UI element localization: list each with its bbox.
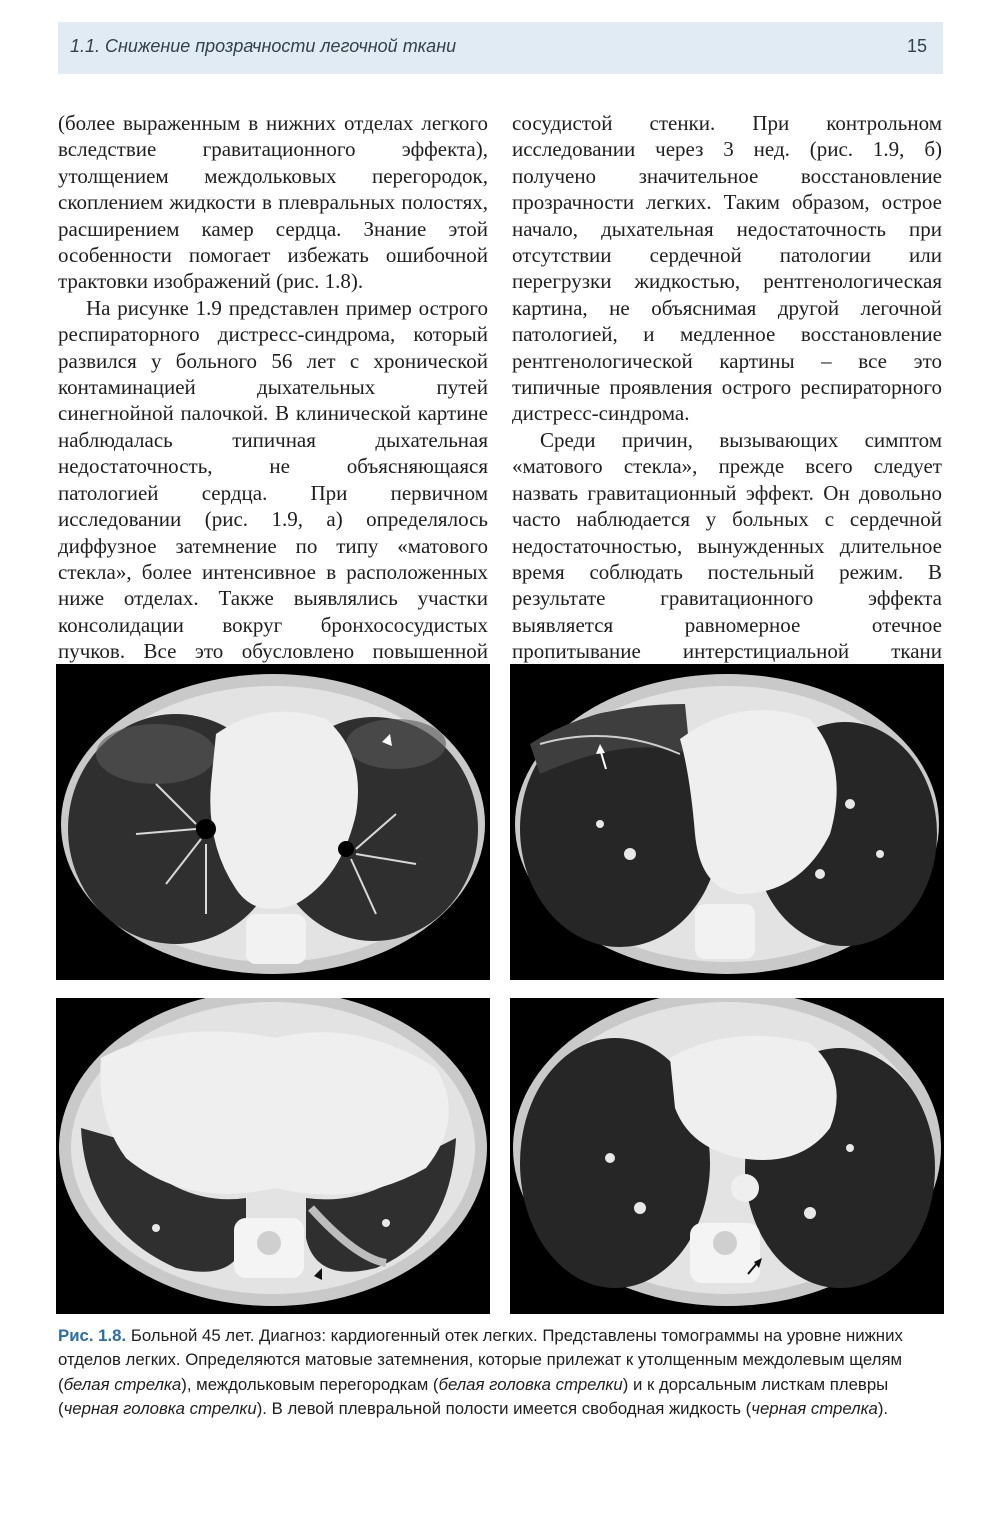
caption-italic: черная головка стрелки [63, 1399, 257, 1419]
page-number: 15 [906, 36, 927, 56]
ct-scan-bottom-right [510, 998, 944, 1314]
caption-text: ), междольковым перегородкам ( [181, 1374, 439, 1394]
text-column-left [58, 110, 488, 691]
ct-scan-bottom-left [56, 998, 490, 1314]
running-header [58, 22, 943, 74]
ct-image [510, 998, 944, 1314]
paragraph: Среди причин, вызывающих симптом «матового стекла», прежде всего следует назвать гравитационный эффект. Он довольно часто наблюдается у больных с сердечной недостаточностью, вынужденных длительное время соблюдать постельный режим. В результате гравитационного эффекта выявляется равномерное отечное пропитывание интерстициальной ткани [512, 427, 942, 664]
caption-text: Больной 45 лет. Диагноз: кардиогенный отек легких. Представлены томограммы на уровне нижних отделов легких. Определяются матовые затемнения, которые прилежат к утолщенным междолевым щелям ( [58, 1326, 903, 1394]
figure-1-8 [56, 664, 944, 1314]
running-title: 1.1. Снижение прозрачности легочной ткани [70, 36, 457, 56]
caption-text: ) и к дорсальным листкам плевры ( [58, 1374, 889, 1419]
caption-italic: белая стрелка [63, 1374, 182, 1394]
ct-scan-top-right [510, 664, 944, 980]
caption-italic: белая головка стрелки [438, 1374, 623, 1394]
figure-label: Рис. 1.8. [58, 1326, 127, 1345]
caption-text: ). [877, 1399, 889, 1419]
ct-image [510, 664, 944, 980]
paragraph: На рисунке 1.9 представлен пример острого респираторного дистресс-синдрома, который развился у больного 56 лет с хронической контаминацией дыхательных путей синегнойной палочкой. В клинической картине наблюдалась типичная дыхательная недостаточность, не объясняющаяся патологией сердца. При первичном исследовании (рис. 1.9, а) определялось диффузное затемнение по типу «матового стекла», более интенсивное в расположенных ниже отделах. Также выявлялись участки консолидации вокруг бронхососудистых пучков. Все это обусловлено повышенной [58, 295, 488, 664]
caption-italic: черная стрелка [751, 1399, 878, 1419]
paragraph: (более выраженным в нижних отделах легкого вследствие гравитационного эффекта), утолщением междольковых перегородок, скоплением жидкости в плевральных полостях, расширением камер сердца. Знание этой особенности помогает избежать ошибочной трактовки изображений (рис. 1.8). [58, 111, 488, 294]
caption-text: ). В левой плевральной полости имеется свободная жидкость ( [256, 1399, 752, 1419]
figure-caption [58, 1324, 944, 1422]
ct-scan-top-left [56, 664, 490, 980]
text-column-right [512, 110, 942, 717]
ct-image [56, 664, 490, 980]
paragraph: сосудистой стенки. При контрольном исследовании через 3 нед. (рис. 1.9, б) получено значительное восстановление прозрачности легких. Таким образом, острое начало, дыхательная недостаточность при отсутствии сердечной патологии или перегрузки жидкостью, рентгенологическая картина, не объяснимая другой легочной патологией, и медленное восстановление рентгенологической картины – все это типичные проявления острого респираторного дистресс-синдрома. [512, 111, 942, 426]
ct-image [56, 998, 490, 1314]
